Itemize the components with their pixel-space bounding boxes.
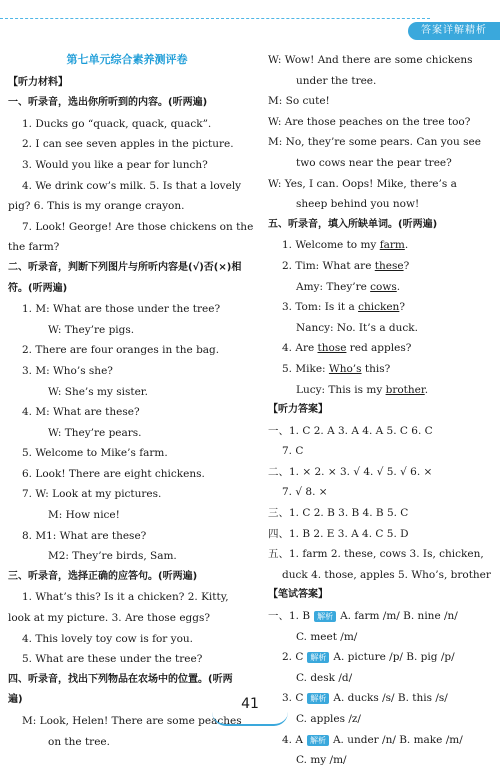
- section-listening-answers: 【听力答案】: [268, 404, 328, 416]
- right-column: [268, 50, 494, 771]
- analysis-tag: 解析: [307, 652, 329, 663]
- analysis-tag: 解析: [307, 735, 329, 746]
- analysis-tag: 解析: [314, 611, 336, 622]
- q5-answer: Who’s: [328, 362, 362, 375]
- answer-line: 五、1. farm 2. these, cows 3. Is, chicken,: [268, 548, 484, 561]
- dialog-line: sheep behind you now!: [296, 198, 420, 211]
- page-title: 第七单元综合素养测评卷: [66, 53, 188, 66]
- answer-line: 三、1. C 2. B 3. B 4. B 5. C: [268, 507, 409, 520]
- answer-line: 一、1. C 2. A 3. A 4. A 5. C 6. C: [268, 424, 433, 437]
- q2-line: 6. Look! There are eight chickens.: [22, 467, 205, 480]
- q2-line: W: She’s my sister.: [48, 385, 148, 398]
- written-answer-line: 3. C 解析 A. ducks /s/ B. this /s/: [282, 692, 448, 705]
- q2-line: 2. There are four oranges in the bag.: [22, 344, 220, 357]
- q1-line: the farm?: [8, 241, 60, 254]
- page-number-decoration: [212, 712, 288, 726]
- q1-line: pig? 6. This is my orange crayon.: [8, 200, 185, 213]
- q1-heading: 一、听录音，选出你所听到的内容。(听两遍): [8, 97, 208, 109]
- q5-answer: cows: [370, 280, 397, 293]
- q5-answer: chicken: [358, 301, 400, 314]
- answer-line: duck 4. those, apples 5. Who’s, brother: [282, 568, 491, 581]
- q3-line: 4. This lovely toy cow is for you.: [22, 632, 193, 645]
- written-answer-line: 4. A 解析 A. under /n/ B. make /m/: [282, 733, 463, 746]
- answer-line: 二、1. × 2. × 3. √ 4. √ 5. √ 6. ×: [268, 465, 433, 478]
- section-written-answers: 【笔试答案】: [268, 589, 328, 601]
- dialog-line: W: Yes, I can. Oops! Mike, there’s a: [268, 177, 457, 190]
- q5-answer: brother: [385, 383, 425, 396]
- q5-line: 5. Mike: Who’s this?: [282, 362, 391, 375]
- q5-line: 2. Tim: What are these?: [282, 259, 410, 272]
- q2-line: 3. M: Who’s she?: [22, 364, 113, 377]
- header-divider: [0, 18, 430, 19]
- written-answer-line: C. meet /m/: [296, 630, 358, 643]
- q2-line: 1. M: What are those under the tree?: [22, 303, 221, 316]
- q2-line: 8. M1: What are these?: [22, 529, 147, 542]
- q3-line: 1. What’s this? Is it a chicken? 2. Kitty,: [22, 591, 229, 604]
- q1-line: 3. Would you like a pear for lunch?: [22, 158, 208, 171]
- written-answer-line: 2. C 解析 A. picture /p/ B. pig /p/: [282, 651, 455, 664]
- q3-line: 5. What are these under the tree?: [22, 653, 203, 666]
- answer-line: 7. √ 8. ×: [282, 486, 328, 499]
- dialog-line: two cows near the pear tree?: [296, 156, 452, 169]
- answer-line: 四、1. B 2. E 3. A 4. C 5. D: [268, 527, 409, 540]
- written-answer-line: C. desk /d/: [296, 671, 353, 684]
- q4-heading: 四、听录音，找出下列物品在农场中的位置。(听两遍): [8, 673, 233, 706]
- q4-line: M: Look, Helen! There are some peaches: [22, 715, 242, 727]
- q3-line: look at my picture. 3. Are those eggs?: [8, 612, 211, 625]
- q2-line: W: They’re pigs.: [48, 323, 135, 336]
- q5-line: Nancy: No. It’s a duck.: [296, 321, 418, 334]
- q1-line: 2. I can see seven apples in the picture.: [22, 138, 234, 151]
- dialog-line: W: Wow! And there are some chickens: [268, 54, 473, 66]
- answer-line: 7. C: [282, 445, 304, 458]
- q5-line: 1. Welcome to my farm.: [282, 239, 409, 252]
- dialog-line: M: So cute!: [268, 95, 330, 108]
- q1-line: 4. We drink cow’s milk. 5. Is that a lovely: [22, 179, 242, 192]
- q5-heading: 五、听录音，填入所缺单词。(听两遍): [268, 218, 438, 230]
- page-number: 41: [241, 696, 259, 712]
- written-answer-line: C. my /m/: [296, 754, 347, 767]
- q2-line: M2: They’re birds, Sam.: [48, 550, 177, 563]
- q1-line: 1. Ducks go “quack, quack, quack”.: [22, 117, 212, 130]
- written-answer-line: 一、1. B 解析 A. farm /m/ B. nine /n/: [268, 610, 458, 623]
- dialog-line: under the tree.: [296, 74, 377, 87]
- q5-answer: these: [374, 259, 404, 272]
- q5-answer: farm: [379, 239, 405, 252]
- q5-line: Lucy: This is my brother.: [296, 383, 429, 396]
- q2-line: 4. M: What are these?: [22, 406, 140, 419]
- q1-line: 7. Look! George! Are those chickens on the: [22, 220, 254, 233]
- q4-line: on the tree.: [48, 735, 110, 748]
- q2-line: W: They’re pears.: [48, 426, 142, 439]
- q5-line: 3. Tom: Is it a chicken?: [282, 301, 405, 314]
- q3-heading: 三、听录音，选择正确的应答句。(听两遍): [8, 570, 198, 582]
- q5-line: 4. Are those red apples?: [282, 342, 412, 355]
- section-listening-material: 【听力材料】: [8, 76, 68, 88]
- q2-line: 5. Welcome to Mike’s farm.: [22, 447, 168, 460]
- dialog-line: W: Are those peaches on the tree too?: [268, 115, 471, 128]
- q2-heading: 二、听录音，判断下列图片与所听内容是(√)否(×)相符。(听两遍): [8, 261, 242, 294]
- q5-answer: those: [317, 342, 347, 355]
- written-answer-line: C. apples /z/: [296, 713, 361, 725]
- analysis-tag: 解析: [307, 693, 329, 704]
- header-badge: 答案详解精析: [408, 22, 500, 40]
- q2-line: 7. W: Look at my pictures.: [22, 488, 162, 501]
- q5-line: Amy: They’re cows.: [296, 280, 401, 293]
- dialog-line: M: No, they’re some pears. Can you see: [268, 136, 481, 149]
- q2-line: M: How nice!: [48, 509, 120, 522]
